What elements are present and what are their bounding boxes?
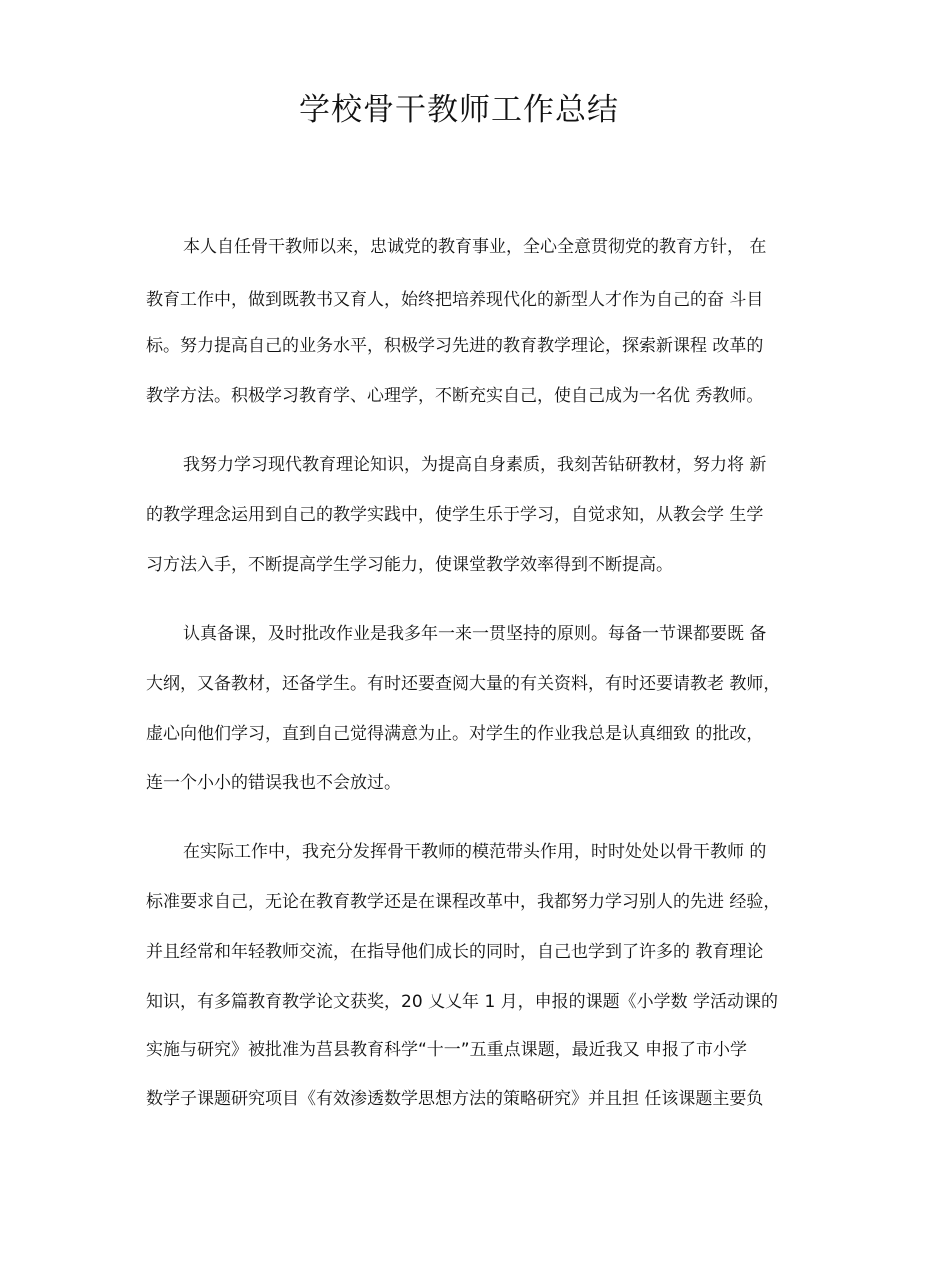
paragraph-4-line-1: 在实际工作中，我充分发挥骨干教师的模范带头作用，时时处处以骨干教师 的 <box>183 842 767 862</box>
paragraph-2-line-3: 习方法入手，不断提高学生学习能力，使课堂教学效率得到不断提高。 <box>146 555 673 575</box>
paragraph-4-line-6: 数学子课题研究项目《有效渗透数学思想方法的策略研究》并且担 任该课题主要负 <box>146 1089 764 1109</box>
paragraph-4-line-5: 实施与研究》被批准为莒县教育科学“十一”五重点课题，最近我又 申报了市小学 <box>146 1040 748 1060</box>
paragraph-3-line-1: 认真备课，及时批改作业是我多年一来一贯坚持的原则。每备一节课都要既 备 <box>183 624 767 644</box>
paragraph-4-line-3: 并且经常和年轻教师交流，在指导他们成长的同时，自己也学到了许多的 教育理论 <box>146 942 764 962</box>
paragraph-3-line-2: 大纲，又备教材，还备学生。有时还要查阅大量的有关资料，有时还要请教老 教师， <box>146 674 781 694</box>
paragraph-2-line-1: 我努力学习现代教育理论知识，为提高自身素质，我刻苦钻研教材，努力将 新 <box>183 455 767 475</box>
paragraph-1-line-1: 本人自任骨干教师以来，忠诚党的教育事业，全心全意贯彻党的教育方针， 在 <box>183 237 767 257</box>
paragraph-1-line-3: 标。努力提高自己的业务水平，积极学习先进的教育教学理论，探索新课程 改革的 <box>146 336 764 356</box>
paragraph-1-line-4: 教学方法。积极学习教育学、心理学，不断充实自己，使自己成为一名优 秀教师。 <box>146 386 764 406</box>
document-title: 学校骨干教师工作总结 <box>299 92 619 128</box>
paragraph-1-line-2: 教育工作中，做到既教书又育人，始终把培养现代化的新型人才作为自己的奋 斗目 <box>146 290 764 310</box>
paragraph-4-line-2: 标准要求自己，无论在教育教学还是在课程改革中，我都努力学习别人的先进 经验， <box>146 892 781 912</box>
paragraph-4-line-4: 知识，有多篇教育教学论文获奖，20 乂乂年 1 月，申报的课题《小学数 学活动课的 <box>146 992 779 1012</box>
paragraph-3-line-3: 虚心向他们学习，直到自己觉得满意为止。对学生的作业我总是认真细致 的批改， <box>146 724 764 744</box>
paragraph-2-line-2: 的教学理念运用到自己的教学实践中，使学生乐于学习，自觉求知，从教会学 生学 <box>146 505 764 525</box>
paragraph-3-line-4: 连一个小小的错误我也不会放过。 <box>146 773 401 793</box>
